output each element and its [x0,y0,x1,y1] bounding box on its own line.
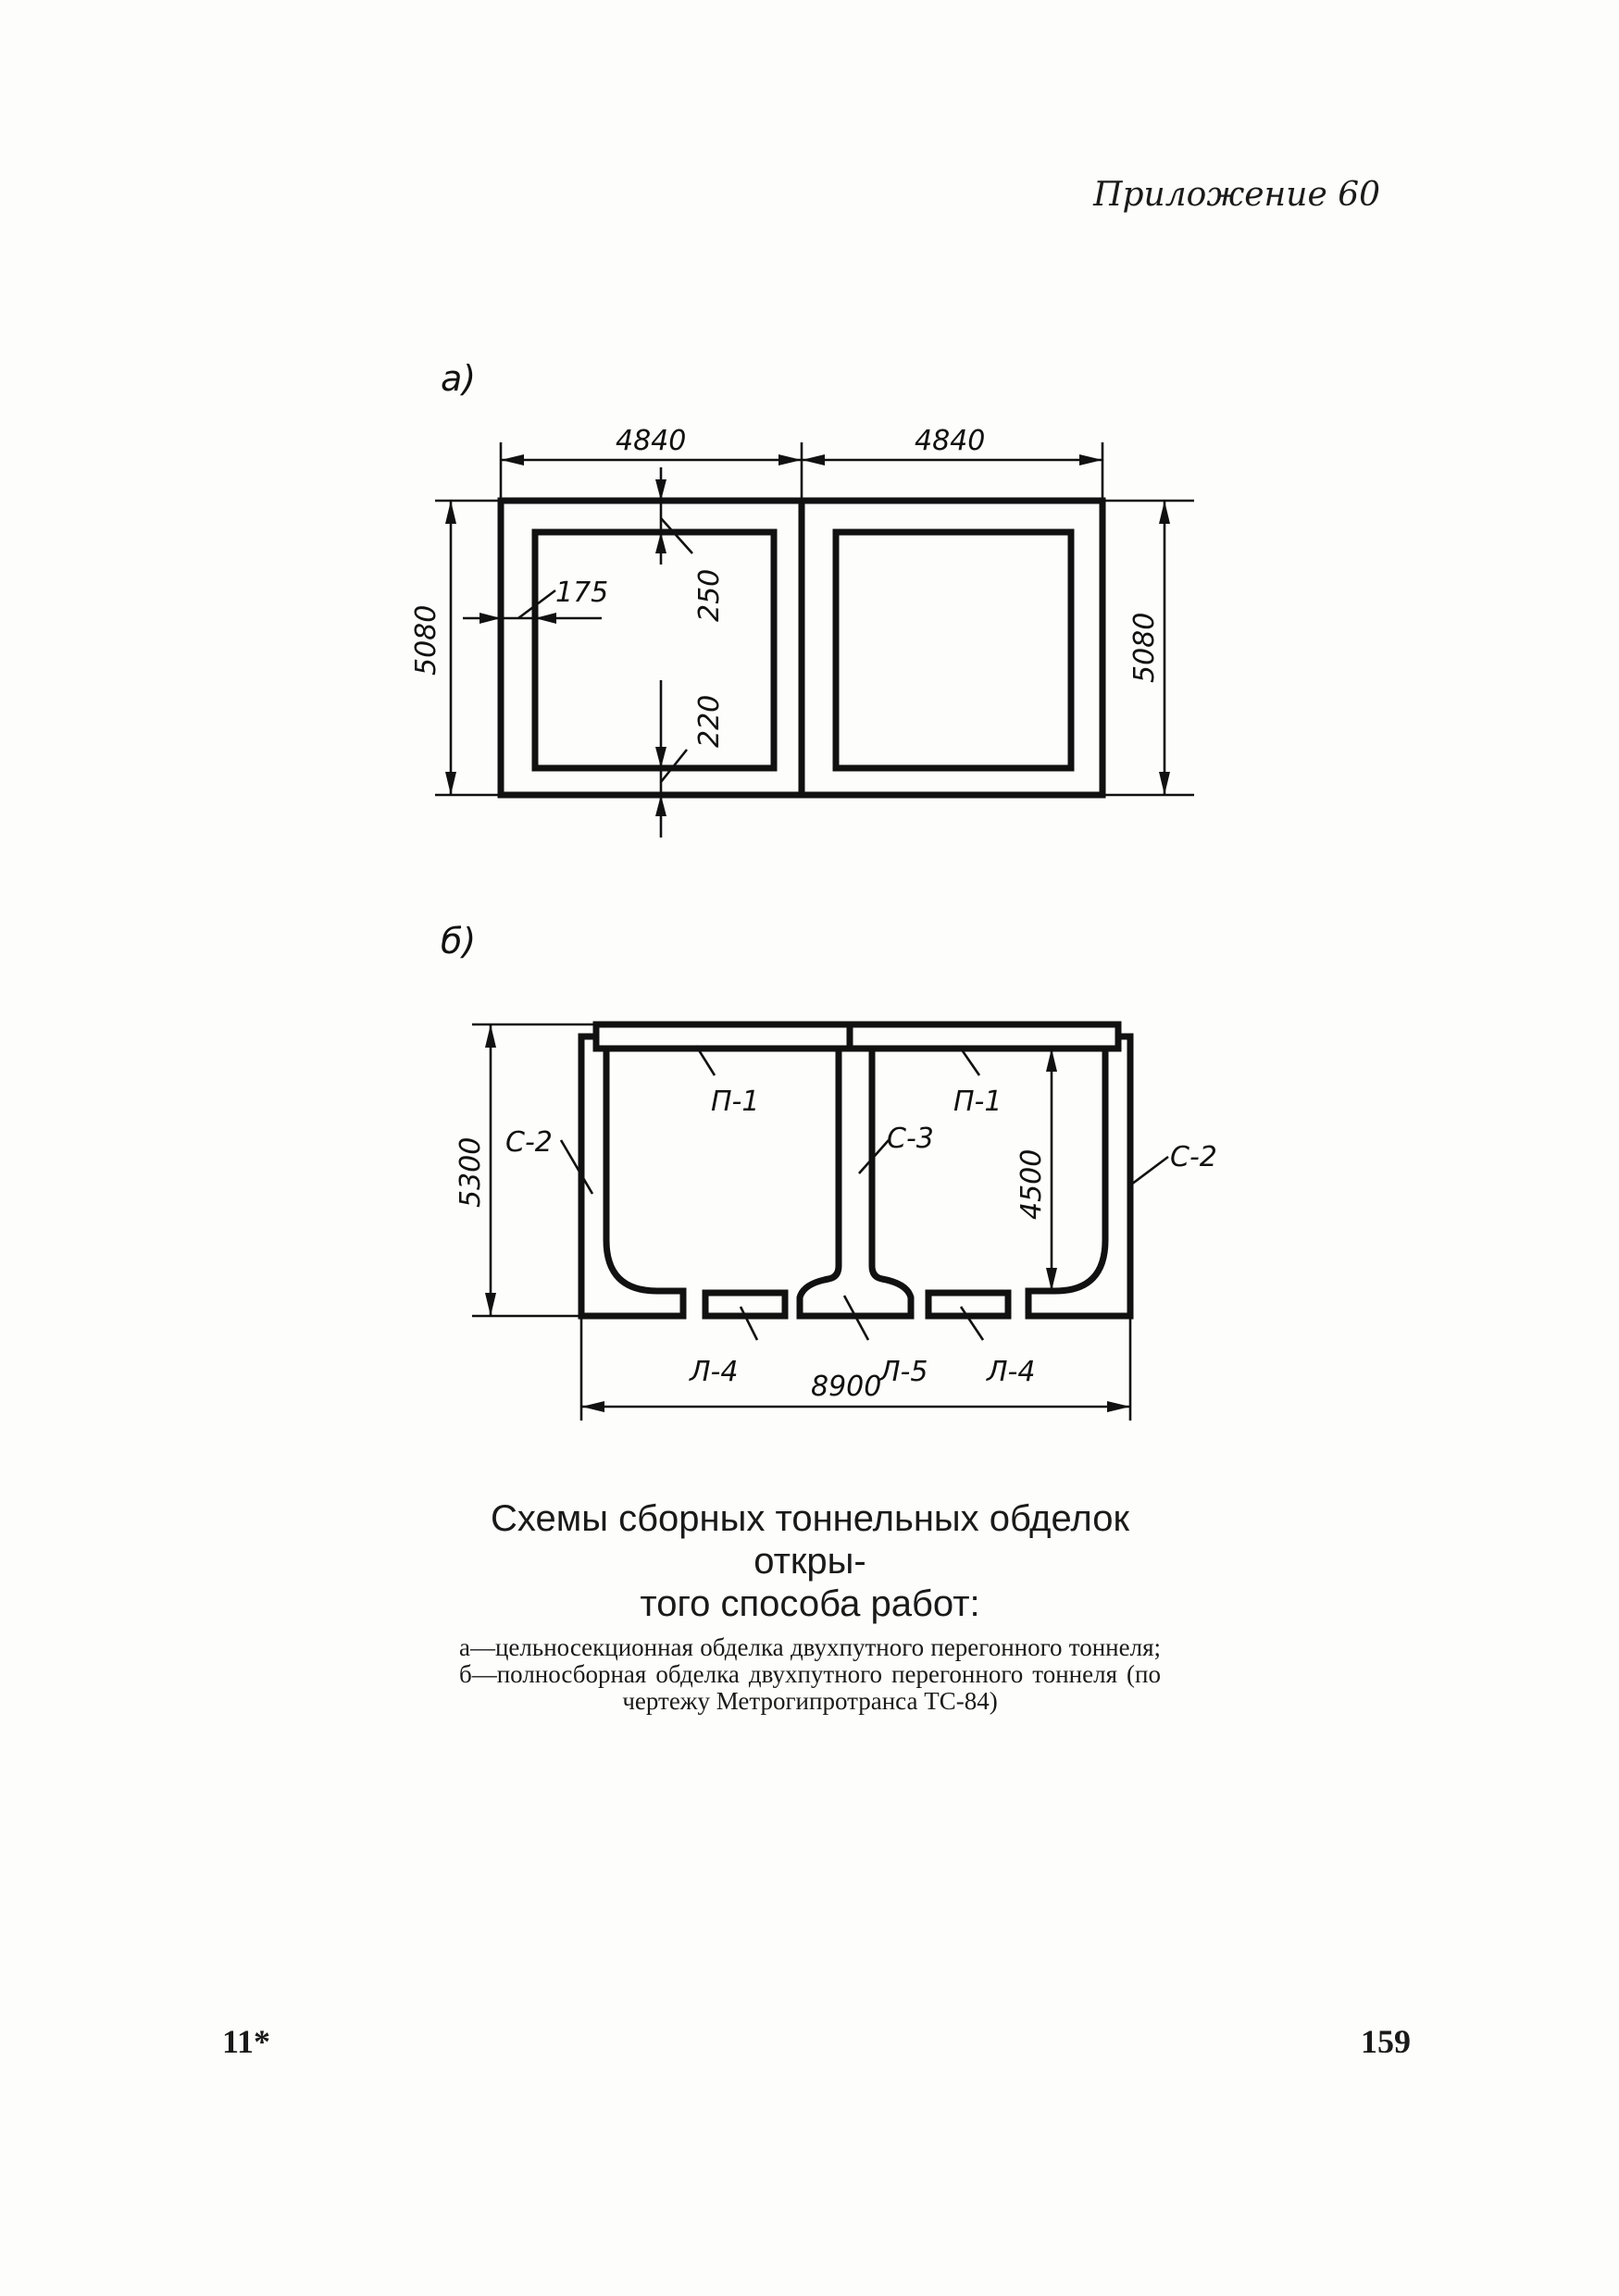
leader-line [741,1307,757,1340]
appendix-label: Приложение 60 [1093,176,1380,214]
caption-title-line2: того способа работ: [640,1583,980,1624]
label-l5: Л-5 [879,1356,928,1388]
caption-text: а—цельносекционная обделка двухпутного перегонного тоннеля; б—полносборная обделка двухпутного перегонного тоннеля (по чертежу Метрогипротранса ТС-84) [459,1633,1161,1715]
dim-top-slab: 250 [693,568,726,622]
floor-block-left-l4 [705,1293,785,1316]
figure-a-right-opening [836,532,1071,768]
arrow-head [501,454,524,465]
label-p1-left: П-1 [711,1086,760,1118]
label-l4-left: Л-4 [690,1356,739,1388]
figure-a-left-opening [535,532,774,768]
label-c3: С-3 [887,1123,934,1155]
roof-slab-right [850,1024,1118,1049]
dim-inner-height: 4500 [1015,1148,1048,1220]
arrow-head [581,1401,604,1412]
arrow-head [1046,1268,1057,1291]
dim-height: 5300 [455,1136,487,1208]
arrow-head [1046,1049,1057,1072]
page-number: 159 [1361,2023,1411,2060]
arrow-head [1107,1401,1130,1412]
dim-bottom-slab: 220 [693,694,726,748]
arrow-head [802,454,825,465]
dim-height-right: 5080 [1128,612,1161,683]
roof-slab-left [596,1024,850,1049]
leader-line [561,1140,592,1194]
leader-line [661,518,692,553]
arrow-head [445,501,456,524]
label-p1-right: П-1 [953,1086,1003,1118]
arrow-head [1159,501,1170,524]
signature-mark: 11* [222,2023,271,2060]
caption-title-line1: Схемы сборных тоннельных обделок откры- [491,1498,1129,1582]
leader-line [1131,1157,1168,1185]
dim-top-right: 4840 [915,425,986,457]
label-c2-left: С-2 [505,1126,553,1159]
figure-caption [444,1497,1176,1715]
figure-b-label: б) [441,921,477,962]
dim-top-left: 4840 [616,425,687,457]
arrow-head [485,1024,496,1048]
wall-left-c2 [581,1036,683,1316]
leader-line [961,1307,983,1340]
arrow-head [445,772,456,795]
dim-height-left: 5080 [410,604,442,676]
floor-block-right-l4 [928,1293,1008,1316]
arrow-head [1159,772,1170,795]
arrow-head [778,454,802,465]
dim-width: 8900 [811,1371,882,1403]
label-c2-right: С-2 [1170,1141,1217,1173]
figure-b [441,921,1217,1421]
arrow-head [1079,454,1102,465]
central-column-c3 [800,1049,911,1316]
arrow-head [485,1293,496,1316]
figure-a-label: a) [441,358,477,399]
dim-wall: 175 [555,577,609,609]
figure-a [410,358,1194,838]
label-l4-right: Л-4 [987,1356,1036,1388]
